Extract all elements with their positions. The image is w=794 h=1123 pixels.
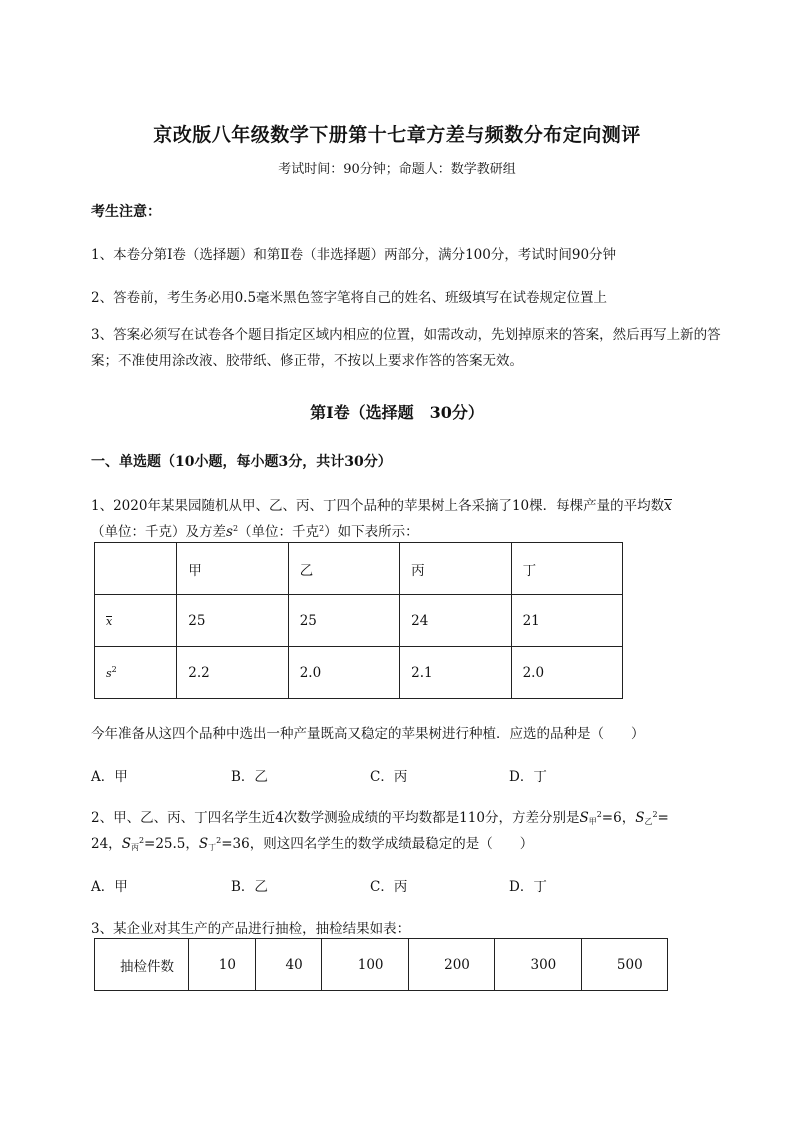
q1-text-line2 — [91, 520, 419, 540]
table-cell: 24 — [400, 595, 511, 647]
q1-text-d: ）如下表所示： — [324, 524, 419, 540]
q3-data-table — [94, 938, 668, 991]
q1-question: 今年准备从这四个品种中选出一种产量既高又稳定的苹果树进行种植．应选的品种是（ ） — [91, 726, 645, 742]
table-row — [95, 939, 668, 991]
note-item-1: 1、本卷分第I卷（选择题）和第Ⅱ卷（非选择题）两部分，满分100分，考试时间90分钟 — [91, 247, 617, 263]
q1-text-b: （单位：千克）及方差 — [91, 524, 226, 540]
q2-option-c[interactable]: C．丙 — [370, 879, 408, 895]
q1-text-a: 1、2020年某果园随机从甲、乙、丙、丁四个品种的苹果树上各采摘了10棵．每棵产量的平均数 — [91, 498, 665, 514]
table-row — [95, 543, 623, 595]
variance-symbol: s — [106, 666, 112, 680]
section-subtitle: 一、单选题（10小题，每小题3分，共计30分） — [91, 454, 392, 470]
q3-text: 3、某企业对其生产的产品进行抽检，抽检结果如表： — [91, 921, 411, 937]
variance-symbol: S — [579, 810, 589, 826]
q2-text-line1 — [91, 806, 669, 827]
note-item-2: 2、答卷前，考生务必用0.5毫米黑色签字笔将自己的姓名、班级填写在试卷规定位置上 — [91, 290, 608, 306]
q2-option-b[interactable]: B．乙 — [231, 879, 268, 895]
subscript: 丁 — [208, 843, 217, 852]
q1-option-c[interactable]: C．丙 — [370, 769, 408, 785]
q2-eq-ding: =36，则这四名学生的数学成绩最稳定的是（ ） — [221, 836, 534, 852]
table-header: 抽检件数 — [95, 939, 189, 991]
table-cell: 2.1 — [400, 647, 511, 699]
q2-text-b: 24， — [91, 836, 122, 852]
superscript: 2 — [111, 664, 117, 674]
table-cell: 10 — [189, 939, 256, 991]
table-row — [95, 595, 623, 647]
q2-eq-jia: =6， — [601, 810, 636, 826]
q2-text-line2 — [91, 832, 533, 853]
subscript: 甲 — [588, 817, 597, 826]
q1-text-line1 — [91, 494, 672, 514]
page-title: 京改版八年级数学下册第十七章方差与频数分布定向测评 — [153, 124, 641, 146]
subscript: 乙 — [644, 817, 653, 826]
q1-option-d[interactable]: D．丁 — [509, 769, 547, 785]
table-cell: 300 — [495, 939, 581, 991]
superscript: 2 — [216, 836, 222, 845]
table-header: 丁 — [511, 543, 622, 595]
q1-text-c: （单位：千克 — [238, 524, 320, 540]
superscript: 2 — [138, 836, 145, 845]
table-cell: 2.0 — [288, 647, 399, 699]
q2-eq-yi: = — [657, 810, 669, 826]
table-cell: 200 — [408, 939, 494, 991]
notes-heading: 考生注意： — [91, 204, 161, 220]
row-label — [95, 595, 177, 647]
q2-text-a: 2、甲、乙、丙、丁四名学生近4次数学测验成绩的平均数都是110分，方差分别是 — [91, 810, 580, 826]
table-cell: 40 — [255, 939, 322, 991]
row-label — [95, 647, 177, 699]
section-title: 第I卷（选择题 30分） — [310, 403, 484, 422]
table-cell: 25 — [288, 595, 399, 647]
table-cell: 2.0 — [511, 647, 622, 699]
table-cell — [95, 543, 177, 595]
table-header: 丙 — [400, 543, 511, 595]
variance-symbol: s — [226, 524, 233, 540]
variance-symbol: S — [198, 836, 209, 852]
table-cell: 500 — [581, 939, 667, 991]
mean-symbol: x — [106, 614, 113, 628]
table-cell: 100 — [322, 939, 408, 991]
q2-option-d[interactable]: D．丁 — [509, 879, 547, 895]
superscript: 2 — [596, 810, 602, 819]
superscript: 2 — [232, 524, 239, 533]
q1-data-table — [94, 542, 623, 699]
table-header: 甲 — [177, 543, 288, 595]
q1-option-b[interactable]: B．乙 — [231, 769, 268, 785]
q2-eq-bing: =25.5， — [144, 836, 199, 852]
variance-symbol: S — [635, 810, 645, 826]
note-item-3: 3、答案必须写在试卷各个题目指定区域内相应的位置，如需改动，先划掉原来的答案，然后再写上新的答案；不准使用涂改液、胶带纸、修正带，不按以上要求作答的答案无效。 — [91, 327, 721, 369]
subscript: 丙 — [130, 843, 139, 852]
page-subtitle: 考试时间：90分钟；命题人：数学教研组 — [278, 162, 516, 177]
table-cell: 25 — [177, 595, 288, 647]
table-row — [95, 647, 623, 699]
q1-option-a[interactable]: A．甲 — [91, 769, 128, 785]
superscript: 2 — [652, 810, 658, 819]
variance-symbol: S — [121, 836, 131, 852]
q2-option-a[interactable]: A．甲 — [91, 879, 128, 895]
table-cell: 21 — [511, 595, 622, 647]
table-cell: 2.2 — [177, 647, 288, 699]
superscript: 2 — [319, 524, 325, 533]
table-header: 乙 — [288, 543, 399, 595]
mean-symbol: x — [664, 498, 672, 514]
